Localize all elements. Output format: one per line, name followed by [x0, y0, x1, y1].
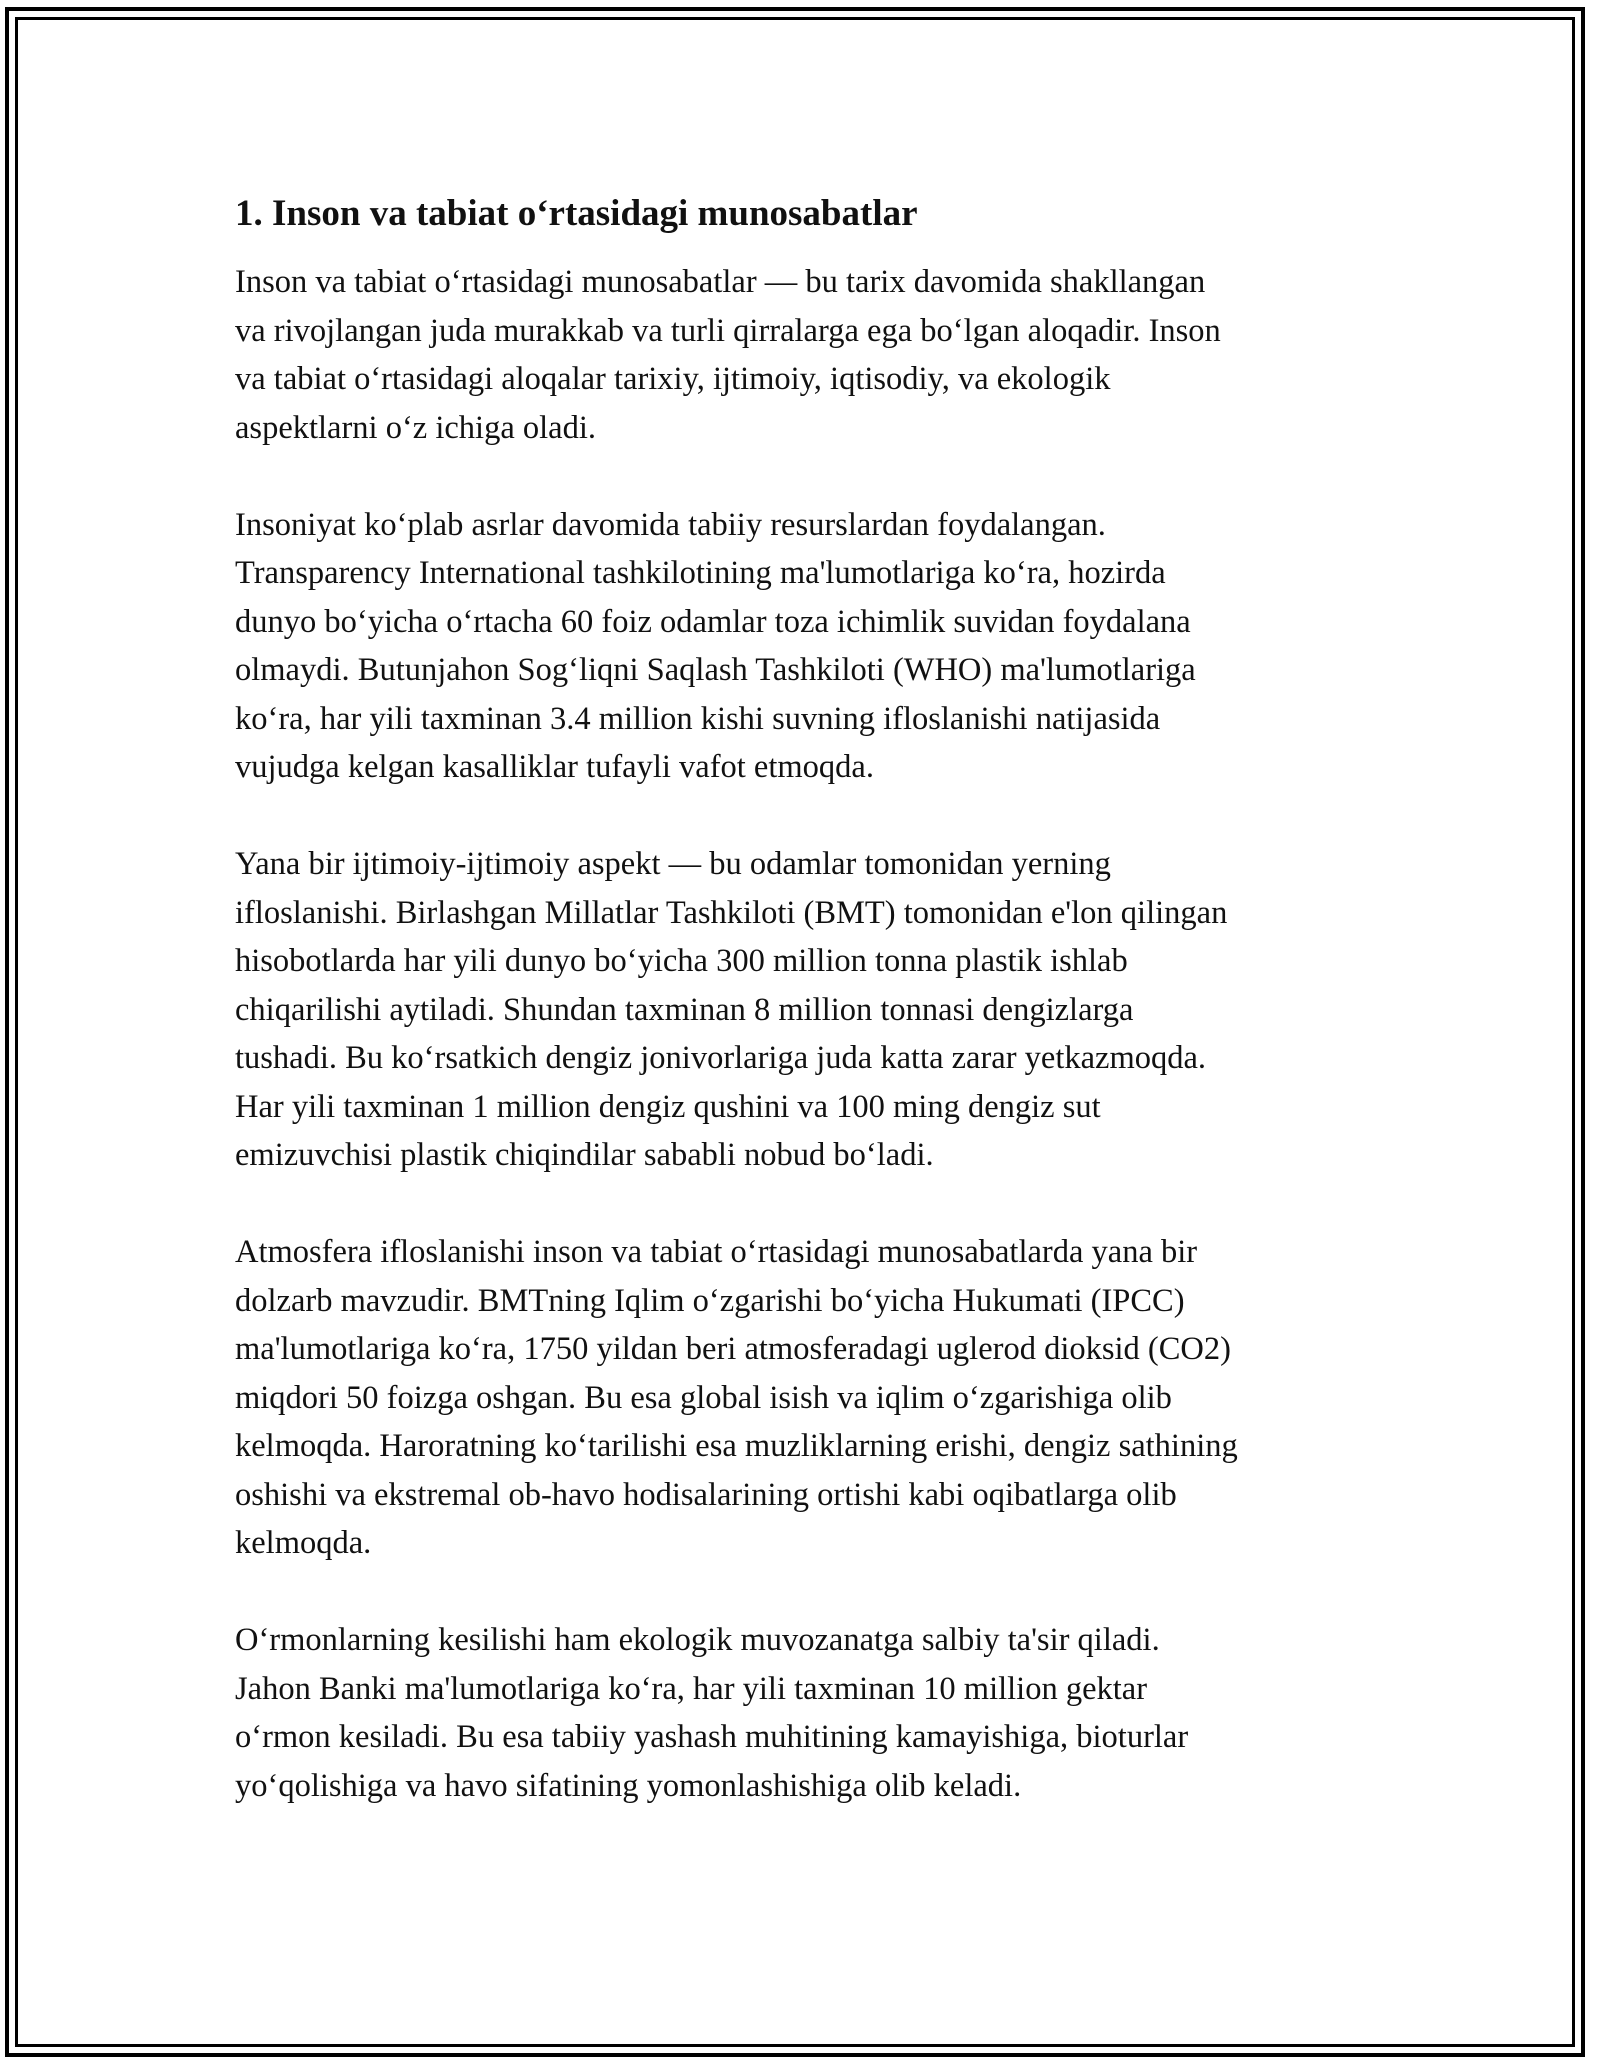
- paragraph-line: Yana bir ijtimoiy-ijtimoiy aspekt — bu odamlar tomonidan yerning: [235, 846, 1111, 882]
- paragraph-line: emizuvchisi plastik chiqindilar sababli nobud bo‘ladi.: [235, 1137, 934, 1173]
- paragraph-line: kelmoqda. Haroratning ko‘tarilishi esa muzliklarning erishi, dengiz sathining: [235, 1428, 1238, 1464]
- paragraph-line: Har yili taxminan 1 million dengiz qushini va 100 ming dengiz sut: [235, 1088, 1101, 1125]
- paragraph-intro: [235, 258, 1375, 452]
- paragraph-line: O‘rmonlarning kesilishi ham ekologik muvozanatga salbiy ta'sir qiladi.: [235, 1622, 1160, 1658]
- paragraph-line: vujudga kelgan kasalliklar tufayli vafot etmoqda.: [235, 749, 874, 785]
- paragraph-plastic-pollution: [235, 840, 1375, 1180]
- paragraph-line: va rivojlangan juda murakkab va turli qirralarga ega bo‘lgan aloqadir. Inson: [235, 312, 1221, 349]
- paragraph-line: Jahon Banki ma'lumotlariga ko‘ra, har yili taxminan 10 million gektar: [235, 1670, 1148, 1707]
- paragraph-line: olmaydi. Butunjahon Sog‘liqni Saqlash Tashkiloti (WHO) ma'lumotlariga: [235, 652, 1196, 688]
- paragraph-line: tushadi. Bu ko‘rsatkich dengiz jonivorlariga juda katta zarar yetkazmoqda.: [235, 1040, 1207, 1076]
- paragraph-line: Atmosfera ifloslanishi inson va tabiat o‘rtasidagi munosabatlarda yana bir: [235, 1234, 1198, 1270]
- paragraph-line: dolzarb mavzudir. BMTning Iqlim o‘zgarishi bo‘yicha Hukumati (IPCC): [235, 1282, 1185, 1319]
- paragraph-line: Inson va tabiat o‘rtasidagi munosabatlar — bu tarix davomida shakllangan: [235, 264, 1206, 300]
- paragraph-line: o‘rmon kesiladi. Bu esa tabiiy yashash muhitining kamayishiga, bioturlar: [235, 1719, 1189, 1755]
- paragraph-line: oshishi va ekstremal ob-havo hodisalarining ortishi kabi oqibatlarga olib: [235, 1476, 1177, 1513]
- paragraph-line: dunyo bo‘yicha o‘rtacha 60 foiz odamlar toza ichimlik suvidan foydalana: [235, 603, 1191, 640]
- section-title: 1. Inson va tabiat o‘rtasidagi munosabatlar: [235, 193, 918, 234]
- paragraph-line: yo‘qolishiga va havo sifatining yomonlashishiga olib keladi.: [235, 1767, 1022, 1804]
- paragraph-line: Insoniyat ko‘plab asrlar davomida tabiiy resurslardan foydalangan.: [235, 506, 1106, 543]
- document-body: [235, 186, 1375, 1859]
- paragraph-line: ifloslanishi. Birlashgan Millatlar Tashkiloti (BMT) tomonidan e'lon qilingan: [235, 894, 1228, 931]
- paragraph-atmosphere: [235, 1228, 1375, 1568]
- paragraph-deforestation: [235, 1616, 1375, 1810]
- paragraph-line: va tabiat o‘rtasidagi aloqalar tarixiy, ijtimoiy, iqtisodiy, va ekologik: [235, 361, 1111, 397]
- paragraph-line: Transparency International tashkilotining ma'lumotlariga ko‘ra, hozirda: [235, 555, 1166, 591]
- paragraph-line: ko‘ra, har yili taxminan 3.4 million kishi suvning ifloslanishi natijasida: [235, 700, 1161, 737]
- paragraph-line: miqdori 50 foizga oshgan. Bu esa global isish va iqlim o‘zgarishiga olib: [235, 1379, 1172, 1416]
- paragraph-line: hisobotlarda har yili dunyo bo‘yicha 300 million tonna plastik ishlab: [235, 943, 1128, 979]
- paragraph-line: kelmoqda.: [235, 1525, 372, 1561]
- paragraph-line: chiqarilishi aytiladi. Shundan taxminan 8 million tonnasi dengizlarga: [235, 991, 1134, 1028]
- paragraph-line: aspektlarni o‘z ichiga oladi.: [235, 409, 596, 446]
- paragraph-line: ma'lumotlariga ko‘ra, 1750 yildan beri atmosferadagi uglerod dioksid (CO2): [235, 1331, 1231, 1367]
- paragraph-water-resources: [235, 501, 1375, 792]
